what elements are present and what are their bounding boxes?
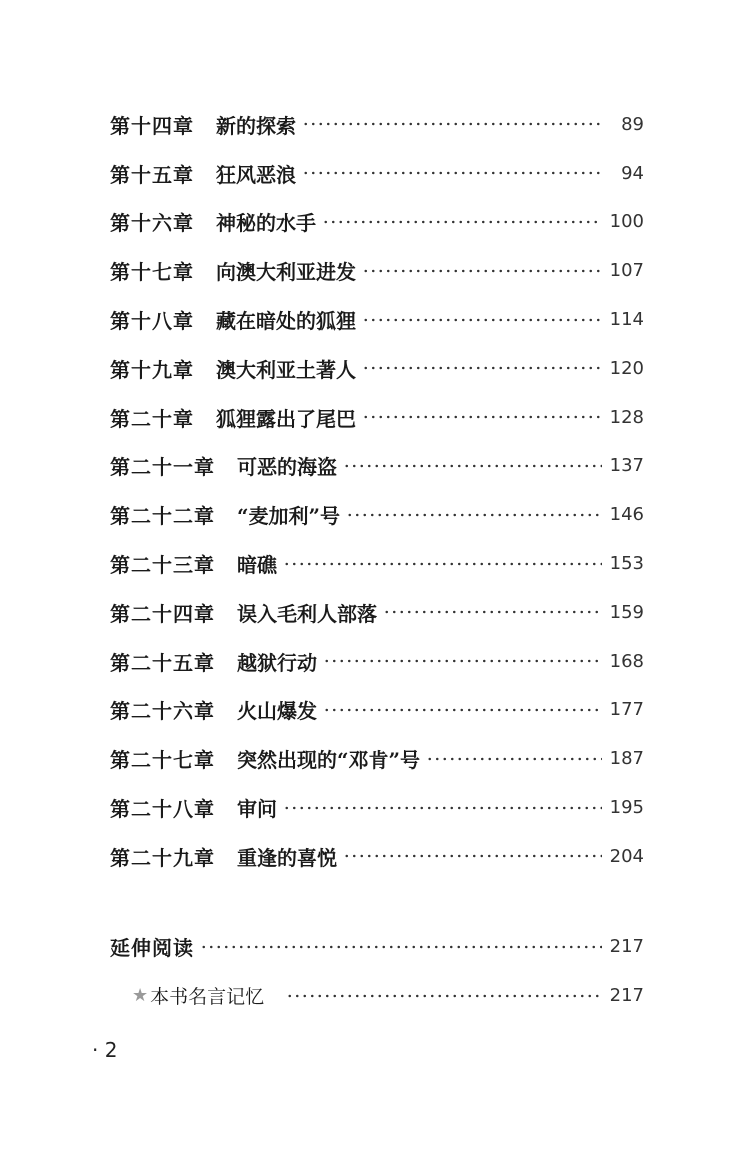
- toc-row-quotes[interactable]: [110, 971, 644, 1020]
- dot-leader: [383, 601, 602, 623]
- folio-page-number: · 2: [92, 1038, 118, 1062]
- page-number: 137: [609, 455, 644, 477]
- star-icon: ★: [132, 985, 149, 1006]
- page-number: 100: [609, 211, 644, 233]
- page-number: 204: [609, 845, 644, 867]
- chapter-title: 误入毛利人部落: [237, 601, 377, 626]
- toc-row[interactable]: [110, 442, 644, 491]
- chapter-title: 火山爆发: [237, 699, 317, 724]
- toc-row[interactable]: [110, 832, 644, 881]
- toc-row[interactable]: [110, 198, 644, 247]
- chapter-number: 第二十二章: [110, 504, 215, 529]
- chapter-number: 第十四章: [110, 113, 194, 138]
- toc-row[interactable]: [110, 490, 644, 539]
- toc-row[interactable]: [110, 588, 644, 637]
- chapter-title: 澳大利亚土著人: [216, 357, 356, 382]
- toc-row[interactable]: [110, 295, 644, 344]
- dot-leader: [302, 113, 602, 135]
- chapter-number: 第十五章: [110, 162, 194, 187]
- chapter-number: 第二十五章: [110, 650, 215, 675]
- chapter-title: 神秘的水手: [216, 211, 316, 236]
- dot-leader: [362, 357, 602, 379]
- chapter-number: 第二十七章: [110, 748, 215, 773]
- dot-leader: [322, 211, 602, 233]
- page-number: 120: [609, 357, 644, 379]
- chapter-title: 向澳大利亚进发: [216, 260, 356, 285]
- toc-row[interactable]: [110, 344, 644, 393]
- dot-leader: [323, 699, 602, 721]
- toc-row[interactable]: [110, 734, 644, 783]
- chapter-number: 第二十六章: [110, 699, 215, 724]
- page-number: 217: [609, 936, 644, 957]
- chapter-number: 第二十三章: [110, 553, 215, 578]
- dot-leader: [362, 406, 602, 428]
- chapter-title: 新的探索: [216, 113, 296, 138]
- page-number: 89: [621, 113, 644, 135]
- extended-reading-section: [110, 922, 644, 1020]
- page-number: 217: [609, 985, 644, 1006]
- chapter-title: 突然出现的“邓肯”号: [237, 748, 421, 773]
- dot-leader: [283, 553, 602, 575]
- page-number: 177: [609, 699, 644, 721]
- page-number: 146: [609, 504, 644, 526]
- chapter-number: 第二十一章: [110, 455, 215, 480]
- toc-row-extended-reading[interactable]: [110, 922, 644, 971]
- chapter-number: 第十八章: [110, 309, 194, 334]
- toc-row[interactable]: [110, 637, 644, 686]
- chapter-title: 藏在暗处的狐狸: [216, 309, 356, 334]
- chapter-title: 暗礁: [237, 553, 277, 578]
- chapter-title: “麦加利”号: [237, 504, 341, 529]
- chapter-number: 第二十四章: [110, 601, 215, 626]
- toc-row[interactable]: [110, 539, 644, 588]
- toc-row[interactable]: [110, 686, 644, 735]
- table-of-contents: [110, 100, 644, 881]
- chapter-number: 第二十章: [110, 406, 194, 431]
- dot-leader: [362, 260, 602, 282]
- chapter-title: 狂风恶浪: [216, 162, 296, 187]
- toc-row[interactable]: [110, 100, 644, 149]
- chapter-title: 狐狸露出了尾巴: [216, 406, 356, 431]
- dot-leader: [362, 309, 602, 331]
- toc-row[interactable]: [110, 393, 644, 442]
- chapter-number: 第十九章: [110, 357, 194, 382]
- dot-leader: [426, 748, 602, 770]
- page-number: 195: [609, 797, 644, 819]
- page-number: 159: [609, 601, 644, 623]
- dot-leader: [286, 985, 601, 1007]
- page-number: 168: [609, 650, 644, 672]
- dot-leader: [346, 504, 602, 526]
- chapter-number: 第十七章: [110, 260, 194, 285]
- toc-row[interactable]: [110, 783, 644, 832]
- page-number: 153: [609, 553, 644, 575]
- dot-leader: [302, 162, 602, 184]
- page-number: 128: [609, 406, 644, 428]
- chapter-title: 越狱行动: [237, 650, 317, 675]
- extended-reading-title: 延伸阅读: [110, 936, 194, 960]
- chapter-title: 可恶的海盗: [237, 455, 337, 480]
- chapter-title: 审问: [237, 797, 277, 822]
- page-number: 114: [609, 309, 644, 331]
- dot-leader: [343, 845, 602, 867]
- toc-row[interactable]: [110, 149, 644, 198]
- chapter-number: 第十六章: [110, 211, 194, 236]
- page-number: 94: [621, 162, 644, 184]
- dot-leader: [343, 455, 602, 477]
- toc-row[interactable]: [110, 246, 644, 295]
- quotes-title: 本书名言记忆: [150, 986, 265, 1008]
- chapter-number: 第二十八章: [110, 797, 215, 822]
- page-number: 107: [609, 260, 644, 282]
- dot-leader: [283, 797, 602, 819]
- dot-leader: [323, 650, 602, 672]
- dot-leader: [200, 936, 602, 958]
- chapter-title: 重逢的喜悦: [237, 845, 337, 870]
- page-number: 187: [609, 748, 644, 770]
- chapter-number: 第二十九章: [110, 845, 215, 870]
